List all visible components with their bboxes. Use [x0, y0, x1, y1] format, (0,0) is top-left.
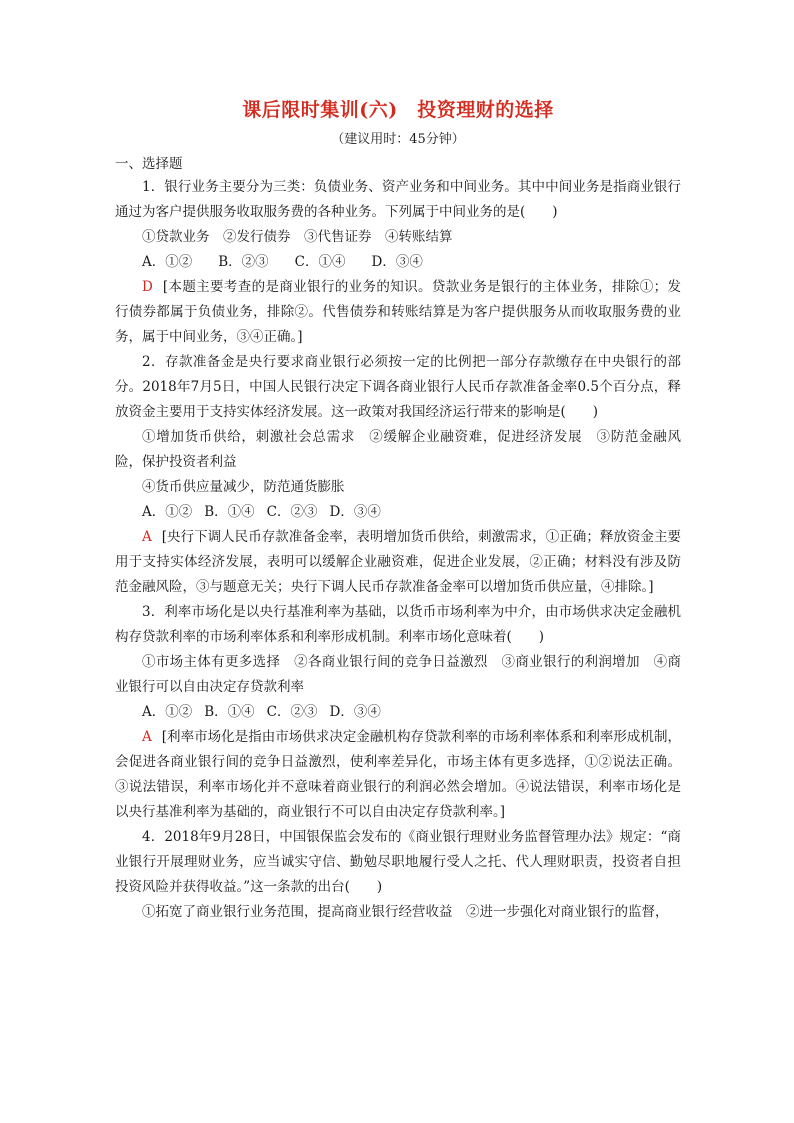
answer-letter: A	[142, 729, 152, 745]
explanation-text: [利率市场化是指由市场供求决定金融机构存贷款利率的市场利率体系和利率形成机制，会促进各商业银行间的竞争日益激烈，使利率差异化，市场主体有更多选择，①②说法正确。③说法错误，利率市场化并不意味着商业银行的利润必然会增加。④说法错误，利率市场化是以央行基准利率为基础的，商业银行不可以自由决定存贷款利率。]	[115, 729, 681, 820]
option-c: C．②③	[266, 704, 318, 720]
explanation-text: [央行下调人民币存款准备金率，表明增加货币供给，刺激需求，①正确；释放资金主要用于支持实体经济发展，表明可以缓解企业融资难，促进企业发展，②正确；材料没有涉及防范金融风险，③与题意无关；央行下调人民币存款准备金率可以增加货币供应量，④排除。]	[115, 529, 681, 595]
question-stem: 4．2018年9月28日，中国银保监会发布的《商业银行理财业务监督管理办法》规定：“商业银行开展理财业务，应当诚实守信、勤勉尽职地履行受人之托、代人理财职责，投资者自担投资风险并获得收益。”这一条款的出台( )	[115, 829, 681, 895]
option-a: A．①②	[142, 504, 193, 520]
question-4	[115, 825, 681, 925]
answer-explanation	[115, 275, 681, 350]
question-items: ①拓宽了商业银行业务范围，提高商业银行经营收益 ②进一步强化对商业银行的监督，	[142, 904, 669, 920]
option-c: C．①④	[294, 254, 346, 270]
option-d: D．③④	[329, 704, 381, 720]
question-items: ①贷款业务 ②发行债券 ③代售证券 ④转账结算	[142, 229, 453, 245]
question-3	[115, 600, 681, 825]
document-page	[115, 96, 681, 925]
explanation-text: [本题主要考查的是商业银行的业务的知识。贷款业务是银行的主体业务，排除①；发行债券都属于负债业务，排除②。代售债券和转账结算是为客户提供服务从而收取服务费的业务，属于中间业务，③④正确。]	[115, 279, 681, 345]
answer-letter: A	[142, 529, 152, 545]
page-title: 课后限时集训(六) 投资理财的选择	[242, 99, 554, 121]
question-items: ④货币供应量减少，防范通货膨胀	[142, 479, 345, 495]
option-b: B．①④	[204, 704, 255, 720]
question-items: ①市场主体有更多选择 ②各商业银行间的竞争日益激烈 ③商业银行的利润增加 ④商业银行可以自由决定存贷款利率	[115, 654, 681, 695]
section-heading: 一、选择题	[115, 156, 183, 172]
suggested-time: （建议用时：45分钟）	[331, 132, 465, 147]
question-1	[115, 175, 681, 350]
answer-options	[115, 250, 681, 275]
option-d: D．③④	[371, 254, 423, 270]
answer-letter: D	[142, 279, 153, 295]
answer-explanation	[115, 725, 681, 825]
question-stem: 3．利率市场化是以央行基准利率为基础，以货币市场利率为中介，由市场供求决定金融机构存贷款利率的市场利率体系和利率形成机制。利率市场化意味着( )	[115, 604, 681, 645]
answer-options	[115, 500, 681, 525]
question-2	[115, 350, 681, 600]
question-stem: 1．银行业务主要分为三类：负债业务、资产业务和中间业务。其中中间业务是指商业银行通过为客户提供服务收取服务费的各种业务。下列属于中间业务的是( )	[115, 179, 681, 220]
option-b: B．①④	[204, 504, 255, 520]
answer-options	[115, 700, 681, 725]
option-d: D．③④	[329, 504, 381, 520]
answer-explanation	[115, 525, 681, 600]
option-b: B．②③	[218, 254, 269, 270]
option-c: C．②③	[266, 504, 318, 520]
option-a: A．①②	[142, 254, 193, 270]
option-a: A．①②	[142, 704, 193, 720]
question-items: ①增加货币供给，刺激社会总需求 ②缓解企业融资难，促进经济发展 ③防范金融风险，保护投资者利益	[115, 429, 681, 470]
question-stem: 2．存款准备金是央行要求商业银行必须按一定的比例把一部分存款缴存在中央银行的部分。2018年7月5日，中国人民银行决定下调各商业银行人民币存款准备金率0.5个百分点，释放资金主要用于支持实体经济发展。这一政策对我国经济运行带来的影响是( )	[115, 354, 681, 420]
